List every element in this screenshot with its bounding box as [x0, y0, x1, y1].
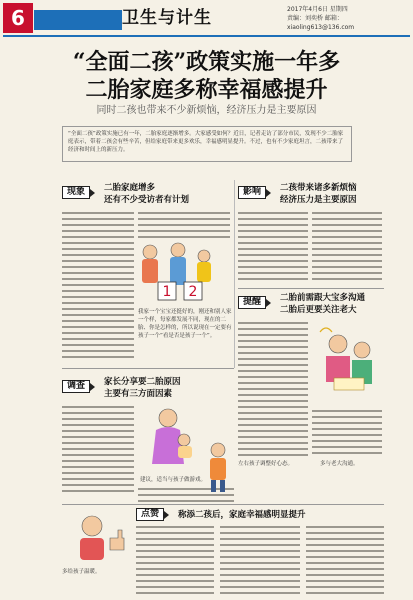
header-ribbon [34, 10, 122, 30]
headline-line-1: “全面二孩”政策实施一年多 [72, 49, 341, 75]
section-title-1a: 二胎家庭增多 [104, 183, 156, 193]
date-line: 2017年4月6日 星期四 [287, 6, 348, 13]
section-title-2b: 经济压力是主要原因 [280, 195, 357, 205]
section-divider-1 [62, 368, 234, 369]
section-title-4a: 二胎前需跟大宝多沟通 [280, 293, 366, 303]
headline-subtitle: 同时二孩也带来不少新烦恼，经济压力是主要原因 [96, 105, 317, 116]
section-title-1b: 还有不少受访者有计划 [104, 195, 190, 205]
section-title-3a: 家长分享要二胎原因 [104, 377, 181, 387]
body-text-col-10 [220, 526, 300, 594]
section-divider-2 [238, 288, 384, 289]
section-tag-impact: 影响 [238, 186, 266, 199]
body-text-col-11 [306, 526, 384, 594]
body-text-col-1 [62, 212, 134, 362]
page-number: 6 [3, 3, 33, 33]
section-title-2a: 二孩带来诸多新烦恼 [280, 183, 357, 193]
section-tag-reminder: 提醒 [238, 296, 266, 309]
caption-reminder-a: 左右孩子调整好心态。 [238, 461, 294, 467]
header-rule [3, 35, 410, 37]
column-divider-1 [234, 180, 235, 368]
section-title-4b: 二胎后更要关注老大 [280, 305, 357, 315]
family-illustration [128, 238, 228, 306]
editor-line: 责编：刘奕桥 邮箱：xiaoling613@136.com [287, 15, 355, 31]
page-header [0, 0, 413, 36]
body-text-col-2 [138, 212, 230, 240]
section-title-3b: 主要有三方面因素 [104, 389, 173, 399]
header-info [287, 5, 407, 32]
caption-praise: 多给孩子温暖。 [62, 569, 101, 575]
section-tag-survey: 调查 [62, 380, 90, 393]
child-figure-illustration [200, 440, 236, 496]
headline-line-2: 二胎家庭多称幸福感提升 [85, 77, 328, 103]
thumbs-up-illustration [62, 508, 128, 566]
mother-baby-illustration [140, 402, 204, 474]
body-text-col-9 [136, 526, 214, 594]
body-text-col-5 [238, 322, 308, 456]
svg-text:1: 1 [162, 284, 172, 300]
section-tag-phenomenon: 现象 [62, 186, 90, 199]
section-title-5: 称添二孩后，家庭幸福感明显提升 [178, 510, 306, 520]
section-tag-praise: 点赞 [136, 508, 164, 521]
body-text-col-6 [312, 410, 382, 456]
caption-family: 我家一个宝宝还挺好的，刚还和别人家一个样，每家都发展不同，现在的二胎、你是怎样的，所以说现在一定要有孩子一个”看是否是孩子一个”。 [138, 309, 232, 339]
intro-box: “全面二孩”政策实施已有一年，二胎家庭逐渐增多。大家感受如何？近日，记者走访了部分市民，发现不少二胎家庭表示，带着二孩会有些辛苦，但给家庭带来更多欢乐，幸福感明显提升。不过，也有不少家庭坦言，二孩带来了经济和时间上的新压力。 [62, 126, 352, 162]
body-text-col-4 [312, 212, 382, 284]
body-text-col-3 [238, 212, 308, 284]
kids-illustration [312, 322, 384, 406]
section-divider-3 [62, 504, 384, 505]
section-title: 卫生与计生 [122, 8, 212, 28]
body-text-col-7 [62, 406, 134, 492]
caption-reminder-b: 多与老大沟通。 [320, 461, 359, 467]
svg-text:2: 2 [188, 284, 198, 300]
caption-mother: 建议，适当与孩子做游戏。 [140, 477, 207, 483]
